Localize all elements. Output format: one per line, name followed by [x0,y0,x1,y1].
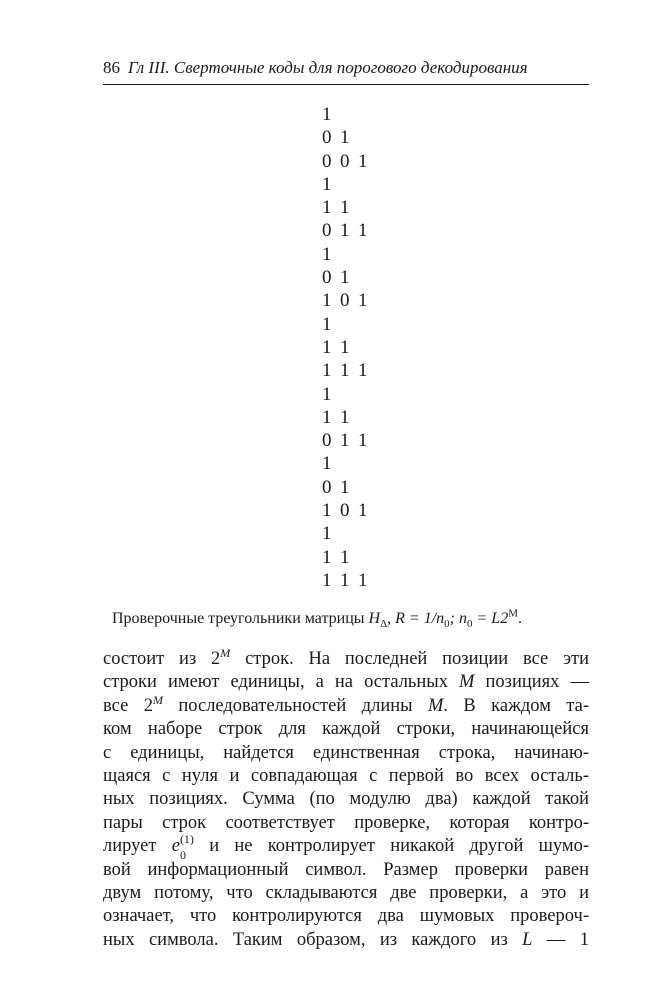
triangle-digit: 1 [340,406,350,428]
text-run: . В каждом та- [443,695,589,716]
triangle-digit: 1 [340,336,350,358]
triangle-digit: 1 [340,569,350,591]
text-run: — 1 [532,929,589,950]
triangle-digit: 0 [340,150,350,172]
triangle-digit: 1 [322,453,332,475]
triangle-digit: 1 [358,569,368,591]
triangle-digit: 1 [358,360,368,382]
math-symbol: L [522,929,533,950]
caption-n-subscript: 0 [467,618,473,631]
caption-matrix-subscript: Δ [380,618,388,631]
superscript: M [152,692,163,707]
triangle-row [322,336,442,359]
triangle-digit: 1 [322,197,332,219]
triangle-digit: 1 [340,360,350,382]
triangle-digit: 0 [322,476,332,498]
text-line: двум потому, что складываются две проверки, а это и [103,882,589,903]
text-run: и не контролирует никакой другой шумо- [193,836,589,857]
triangle-digit: 1 [322,336,332,358]
math-symbol: M [427,695,444,716]
figure-caption [112,607,592,631]
running-header [103,58,589,85]
triangle-digit: 0 [340,500,350,522]
triangle-digit: 1 [340,546,350,568]
page-number: 86 [103,58,120,77]
text-line: щаяся с нуля и совпадающая с первой во всех осталь- [103,765,589,786]
triangle-digit: 1 [358,150,368,172]
triangle-digit: 1 [358,220,368,242]
triangle-row [322,546,442,569]
text-line [103,671,589,694]
triangle-row [322,522,442,545]
triangle-row [322,173,442,196]
triangle-row [322,150,442,173]
text-line: означает, что контролируются два шумовых провероч- [103,906,589,927]
triangle-row [322,569,442,592]
text-line: пары строк соответствует проверке, которая контро- [103,812,589,833]
triangle-digit: 0 [340,290,350,312]
triangle-row [322,406,442,429]
triangle-row [322,359,442,382]
triangle-digit: 1 [322,500,332,522]
triangle-row [322,219,442,242]
text-run: ных символа. Таким образом, из каждого из [103,929,523,950]
triangle-row [322,103,442,126]
triangle-digit: 1 [322,104,332,125]
triangle-digit: 1 [358,290,368,312]
text-line [103,929,589,952]
triangle-digit: 1 [358,430,368,452]
triangle-digit: 1 [340,476,350,498]
superscript: M [220,645,231,660]
text-line [103,832,589,863]
text-line [103,692,589,718]
text-line [103,645,589,671]
triangle-digit: 1 [340,430,350,452]
text-line: вой информационный символ. Размер проверки равен [103,859,589,880]
triangle-digit: 1 [322,383,332,405]
math-symbol: M [459,672,475,693]
triangle-digit: 1 [322,569,332,591]
text-run: лирует [103,836,172,857]
triangle-row [322,126,442,149]
triangle-row [322,499,442,522]
triangle-digit: 0 [322,430,332,452]
text-run: позициях — [474,672,589,693]
triangle-row [322,289,442,312]
caption-rate: , R = 1/n [387,610,445,627]
triangle-digit: 1 [358,500,368,522]
triangle-digit: 0 [322,127,332,149]
triangle-digit: 1 [340,267,350,289]
check-triangles [322,103,442,592]
triangle-row [322,429,442,452]
text-run: состоит из 2 [103,649,221,669]
text-line: ных позициях. Сумма (по модулю два) каждой такой [103,789,589,810]
text-run: строк. На последней позиции все эти [230,649,589,669]
triangle-digit: 0 [322,150,332,172]
body-paragraph [103,645,589,952]
triangle-digit: 1 [322,313,332,335]
triangle-digit: 1 [340,197,350,219]
triangle-digit: 1 [322,406,332,428]
triangle-digit: 1 [340,220,350,242]
triangle-digit: 1 [322,360,332,382]
triangle-row [322,383,442,406]
text-line: с единицы, найдется единственная строка, начинаю- [103,742,589,763]
text-run: все 2 [103,695,153,716]
caption-equation: = L2 [472,610,509,627]
triangle-row [322,452,442,475]
triangle-digit: 1 [340,127,350,149]
triangle-digit: 1 [322,523,332,545]
triangle-row [322,196,442,219]
triangle-row [322,313,442,336]
triangle-digit: 1 [322,243,332,265]
caption-equation-superscript: M [508,607,518,620]
caption-matrix-symbol: H [368,610,381,627]
caption-end: . [517,610,522,627]
sub-sup-stack: (1) 0 [179,832,194,863]
triangle-digit: 1 [322,546,332,568]
caption-n: ; n [449,610,467,627]
text-run: строки имеют единицы, а на остальных [103,672,460,693]
triangle-row [322,476,442,499]
text-line: ком наборе строк для каждой строки, начинающейся [103,719,589,740]
running-title: Гл III. Сверточные коды для порогового декодирования [128,58,528,77]
triangle-row [322,266,442,289]
text-run: последовательностей длины [162,695,428,716]
caption-prefix: Проверочные треугольники матрицы [112,610,369,627]
triangle-digit: 0 [322,267,332,289]
triangle-digit: 1 [322,290,332,312]
triangle-digit: 0 [322,220,332,242]
math-symbol: e [171,836,180,857]
caption-rate-subscript: 0 [444,618,450,631]
triangle-digit: 1 [322,173,332,195]
triangle-row [322,243,442,266]
